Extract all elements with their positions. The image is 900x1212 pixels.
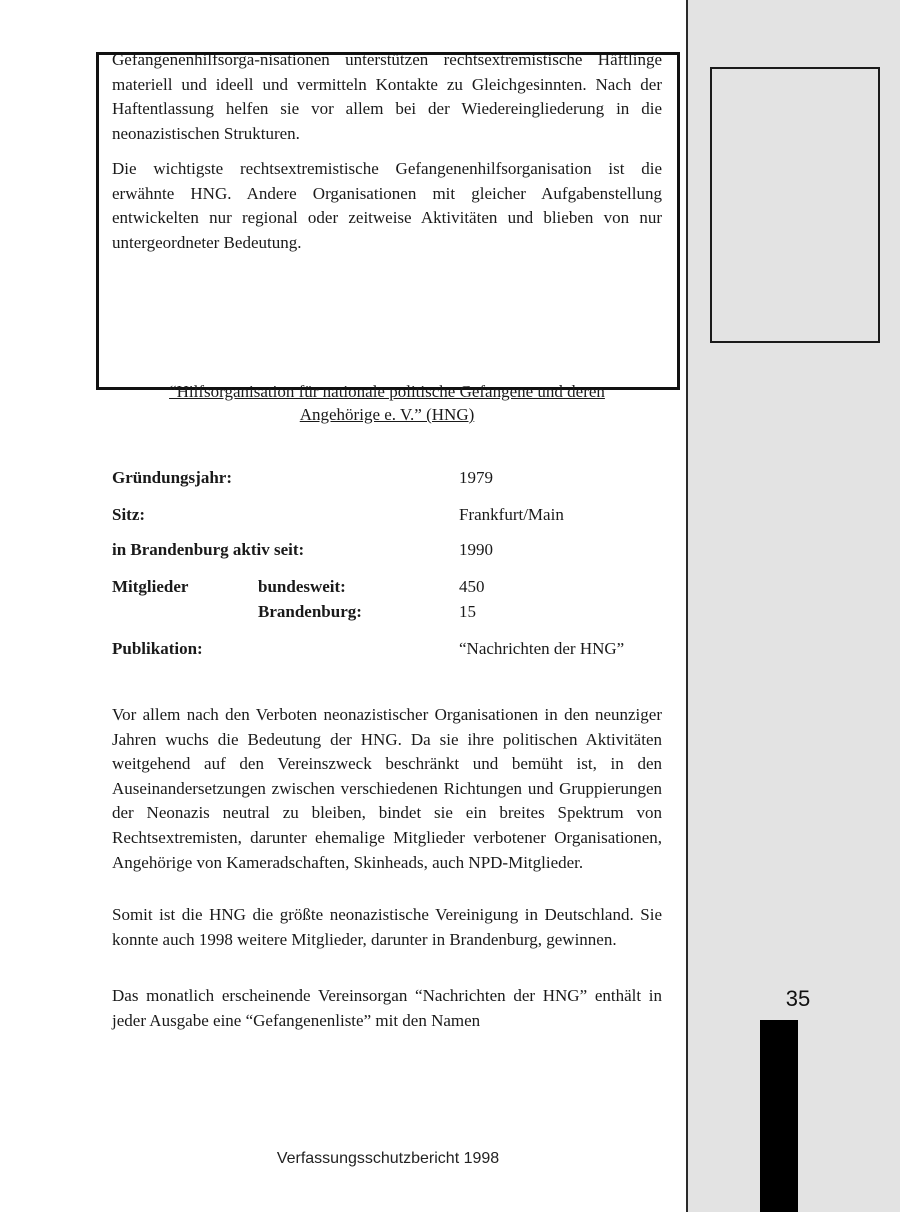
body-paragraph-3: Das monatlich erscheinende Vereinsorgan “Nachrichten der HNG” enthält in jeder Ausgabe eine “Gefangenenliste” mit den Namen [112,986,662,1030]
footer-text: Verfassungsschutzbericht 1998 [276,1150,500,1167]
intro-paragraph-1: Gefangenenhilfsorga-nisationen unterstützen rechtsextremistische Häftlinge materiell und ideell und vermitteln Kontakte zu Gleichgesinnten. Nach der Haftentlassung helfen sie vor allem bei der Wiedereingliederung in die neonazistischen Strukturen. [112,50,662,143]
members-label: Mitglieder [112,577,189,596]
founded-value: 1979 [459,468,493,487]
seat-value: Frankfurt/Main [459,505,564,524]
active-since-label: in Brandenburg aktiv seit: [112,540,305,559]
organisation-title-line-2: Angehörige e. V.” (HNG) [299,405,475,424]
founded-label: Gründungsjahr: [112,468,232,487]
body-paragraph-2: Somit ist die HNG die größte neonazistische Vereinigung in Deutschland. Sie konnte auch 1998 weitere Mitglieder, darunter in Brandenburg, gewinnen. [112,905,662,949]
members-brandenburg-value: 15 [459,602,476,621]
sidebar [686,0,900,1212]
body-paragraph-1: Vor allem nach den Verboten neonazistischer Organisationen in den neunziger Jahren wuchs die Bedeutung der HNG. Da sie ihre politischen Aktivitäten weitgehend auf den Vereinszweck beschränkt und bemüht ist, in den Auseinandersetzungen zwischen verschiedenen Richtungen und Gruppierungen der Neonazis neutral zu bleiben, bindet sie ein breites Spektrum von Rechtsextremisten, darunter ehemalige Mitglieder verbotener Organisationen, Angehörige von Kameradschaften, Skinheads, auch NPD-Mitglieder. [112,705,662,872]
framed-box [96,52,680,390]
organisation-title [112,380,662,426]
members-national-value: 450 [459,577,485,596]
seat-label: Sitz: [112,505,146,524]
active-since-value: 1990 [459,540,493,559]
members-brandenburg-label: Brandenburg: [258,602,362,621]
intro-paragraph-2: Die wichtigste rechtsextremistische Gefangenenhilfsorganisation ist die erwähnte HNG. Andere Organisationen mit gleicher Aufgabenstellung entwickelten nur regional oder zeitweise Aktivitäten und blieben von nur untergeordneter Bedeutung. [112,159,662,252]
sidebar-frame [710,67,880,343]
page-number: 35 [785,986,811,1011]
members-national-label: bundesweit: [258,577,346,596]
publication-value: “Nachrichten der HNG” [459,639,625,658]
organisation-title-line-1: “Hilfsorganisation für nationale politische Gefangene und deren [169,382,605,401]
publication-label: Publikation: [112,639,203,658]
page-marker-bar [760,1020,798,1212]
